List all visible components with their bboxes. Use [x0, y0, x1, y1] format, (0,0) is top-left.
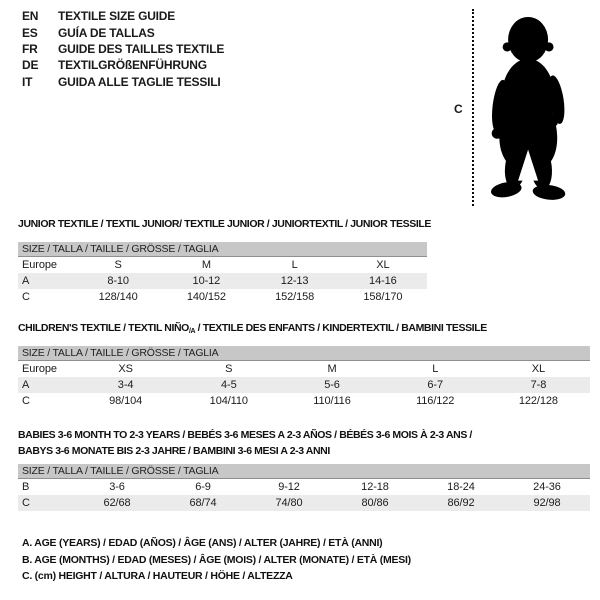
table-cell: 12-18 [361, 481, 389, 493]
language-code: FR [22, 41, 38, 56]
language-row [22, 8, 224, 24]
table-cell: 12-13 [280, 275, 309, 287]
table-title: CHILDREN'S TEXTILE / TEXTIL $NIÑO_{/A}$ / TEXTILE DES ENFANTS / KINDERTEXTIL / BAMBINI TESSILE [18, 322, 487, 335]
language-title: GUIDA ALLE TAGLIE TESSILI [58, 74, 221, 89]
table-cell: XL [531, 363, 546, 375]
table-section [18, 321, 590, 407]
table-title: JUNIOR TEXTILE / TEXTIL JUNIOR/ TEXTILE JUNIOR / JUNIORTEXTIL / JUNIOR TESSILE [18, 218, 431, 230]
table-row [18, 479, 590, 495]
table-cell: XS [118, 363, 133, 375]
language-row [22, 74, 224, 90]
table-cell: 98/104 [109, 395, 143, 407]
table-row [18, 495, 590, 511]
table-title-subscript: /A [188, 328, 196, 335]
table-section [18, 428, 590, 509]
size-header-bar: SIZE / TALLA / TAILLE / GRÖSSE / TAGLIA [18, 464, 590, 479]
table-title: BABIES 3-6 MONTH TO 2-3 YEARS / BEBÉS 3-6 MESES A 2-3 AÑOS / BÉBÉS 3-6 MOIS À 2-3 ANS / [18, 429, 472, 441]
table-cell: 6-7 [427, 379, 444, 391]
table-row [18, 361, 590, 377]
baby-silhouette-icon [479, 7, 579, 206]
legend-notes [22, 535, 411, 585]
baby-figure [445, 0, 595, 212]
table-cell: L [291, 259, 298, 271]
size-header-bar: SIZE / TALLA / TAILLE / GRÖSSE / TAGLIA [18, 242, 427, 257]
row-label: A [22, 275, 30, 287]
table-cell: 116/122 [416, 395, 455, 407]
legend-note: C. (cm) HEIGHT / ALTURA / HAUTEUR / HÖHE / ALTEZZA [22, 570, 293, 582]
row-label: C [22, 395, 30, 407]
height-measure-label: C [454, 102, 463, 116]
table-row [18, 273, 427, 289]
table-cell: 68/74 [189, 497, 217, 509]
language-code: IT [22, 74, 33, 89]
table-row [18, 257, 427, 273]
table-cell: 3-6 [109, 481, 125, 493]
table-cell: 14-16 [369, 275, 397, 287]
table-section [18, 217, 431, 303]
table-cell: XL [376, 259, 390, 271]
language-row [22, 57, 224, 73]
language-code: ES [22, 25, 38, 40]
language-title: GUIDE DES TAILLES TEXTILE [58, 41, 225, 56]
table-cell: L [432, 363, 439, 375]
table-cell: 62/68 [103, 497, 131, 509]
row-label: C [22, 291, 30, 303]
table-cell: 80/86 [361, 497, 389, 509]
table-cell: 152/158 [275, 291, 315, 303]
table-row [18, 377, 590, 393]
language-code: EN [22, 9, 39, 24]
row-label: Europe [22, 259, 57, 271]
table-cell: M [201, 259, 211, 271]
table-cell: 10-12 [192, 275, 221, 287]
height-dotted-line [472, 9, 474, 206]
table-cell: 86/92 [447, 497, 475, 509]
table-cell: 18-24 [447, 481, 475, 493]
table-cell: 6-9 [195, 481, 211, 493]
size-table [18, 464, 590, 511]
language-title: TEXTILGRÖßENFÜHRUNG [58, 58, 207, 73]
table-cell: 3-4 [117, 379, 134, 391]
table-title: BABYS 3-6 MONATE BIS 2-3 JAHRE / BAMBINI 3-6 MESI A 2-3 ANNI [18, 444, 330, 457]
language-title-list [22, 8, 224, 90]
row-label: C [22, 497, 30, 509]
table-cell: 158/170 [363, 291, 403, 303]
size-table [18, 346, 590, 409]
table-cell: 104/110 [209, 395, 248, 407]
legend-note: B. AGE (MONTHS) / EDAD (MESES) / ÂGE (MOIS) / ALTER (MONATE) / ETÀ (MESI) [22, 553, 411, 566]
table-cell: 74/80 [275, 497, 303, 509]
table-cell: 4-5 [221, 379, 237, 391]
table-cell: 122/128 [518, 395, 558, 407]
row-label: Europe [22, 363, 57, 375]
row-label: B [22, 481, 30, 493]
row-label: A [22, 379, 30, 391]
table-cell: 9-12 [278, 481, 300, 493]
language-row [22, 41, 224, 57]
table-row [18, 393, 590, 409]
table-cell: S [114, 259, 122, 271]
table-row [18, 289, 427, 305]
table-cell: 8-10 [107, 275, 129, 287]
language-title: GUÍA DE TALLAS [58, 25, 155, 40]
table-cell: 7-8 [530, 379, 547, 391]
table-cell: 92/98 [533, 497, 561, 509]
language-code: DE [22, 58, 39, 73]
legend-note: A. AGE (YEARS) / EDAD (AÑOS) / ÂGE (ANS) / ALTER (JAHRE) / ETÀ (ANNI) [22, 537, 383, 549]
table-cell: 110/116 [313, 395, 351, 407]
table-cell: 140/152 [186, 291, 226, 303]
table-cell: M [327, 363, 337, 375]
table-cell: 24-36 [533, 481, 561, 493]
table-cell: S [225, 363, 233, 375]
language-title: TEXTILE SIZE GUIDE [58, 9, 176, 24]
size-header-bar: SIZE / TALLA / TAILLE / GRÖSSE / TAGLIA [18, 346, 590, 361]
table-cell: 5-6 [324, 379, 340, 391]
language-row [22, 24, 224, 40]
size-table [18, 242, 427, 305]
table-cell: 128/140 [98, 291, 138, 303]
